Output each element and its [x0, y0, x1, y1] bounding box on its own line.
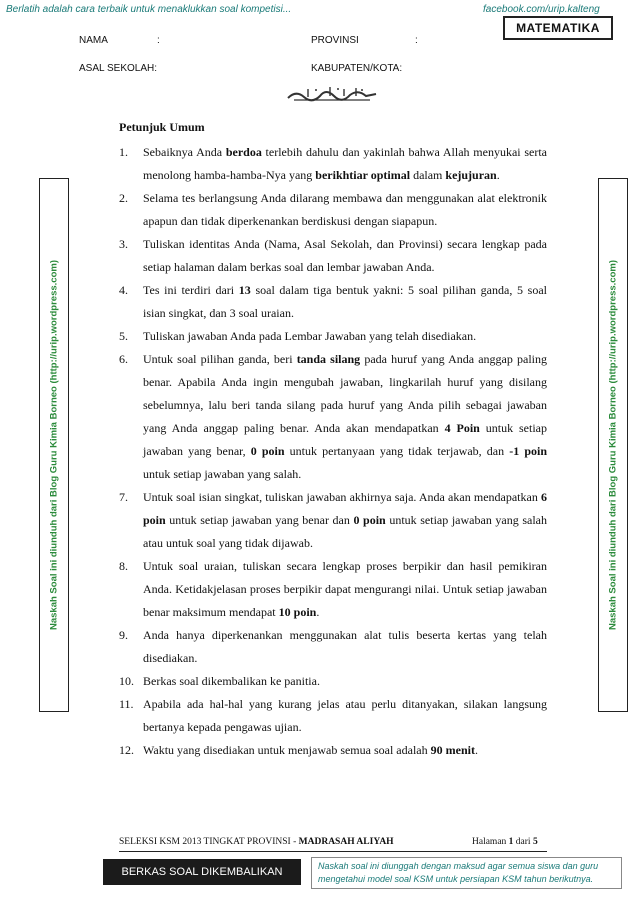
instruction-list — [119, 141, 547, 762]
instruction-text: Untuk soal isian singkat, tuliskan jawaban akhirnya saja. Anda akan mendapatkan 6 poin untuk setiap jawaban yang benar dan 0 poin untuk setiap jawaban yang salah atau untuk soal yang tidak dijawab. — [143, 490, 547, 550]
section-title: Petunjuk Umum — [119, 120, 205, 134]
instruction-text: Untuk soal uraian, tuliskan secara lengkap proses berpikir dan hasil pemikiran Anda. Ketidakjelasan proses berpikir dapat mengurangi nilai. Untuk setiap jawaban benar maksimum mendapat 10 poin. — [143, 559, 547, 619]
instruction-number: 4. — [119, 283, 128, 297]
page-indicator: Halaman 1 dari 5 — [472, 837, 538, 847]
nama-colon: : — [157, 35, 160, 46]
instruction-item — [119, 325, 547, 348]
provinsi-label: PROVINSI — [311, 35, 359, 46]
instruction-number: 5. — [119, 329, 128, 343]
instruction-text: Apabila ada hal-hal yang kurang jelas atau perlu ditanyakan, silakan langsung bertanya kepada pengawas ujian. — [143, 697, 547, 734]
instruction-item — [119, 670, 547, 693]
side-banner-right — [598, 178, 628, 712]
instruction-item — [119, 233, 547, 279]
instruction-number: 12. — [119, 743, 134, 757]
instruction-item — [119, 279, 547, 325]
side-banner-text: Naskah Soal ini diunduh dari Blog Guru Kimia Borneo (http://urip.wordpress.com) — [48, 260, 60, 630]
provinsi-colon: : — [415, 35, 418, 46]
instruction-number: 7. — [119, 490, 128, 504]
instruction-number: 1. — [119, 145, 128, 159]
instruction-item — [119, 693, 547, 739]
instruction-text: Selama tes berlangsung Anda dilarang membawa dan menggunakan alat elektronik apapun dan tidak diperkenankan berdiskusi dengan siapapun. — [143, 191, 547, 228]
asal-sekolah-label: ASAL SEKOLAH: — [79, 63, 157, 74]
exam-footer-title: SELEKSI KSM 2013 TINGKAT PROVINSI - MADRASAH ALIYAH — [119, 837, 394, 847]
instruction-text: Waktu yang disediakan untuk menjawab semua soal adalah 90 menit. — [143, 743, 478, 757]
instruction-number: 9. — [119, 628, 128, 642]
instruction-item — [119, 187, 547, 233]
instruction-item — [119, 486, 547, 555]
side-banner-left — [39, 178, 69, 712]
instruction-number: 6. — [119, 352, 128, 366]
instruction-text: Tes ini terdiri dari 13 soal dalam tiga bentuk yakni: 5 soal pilihan ganda, 5 soal isian singkat, dan 3 soal uraian. — [143, 283, 547, 320]
instruction-number: 10. — [119, 674, 134, 688]
berkas-dikembalikan-label: BERKAS SOAL DIKEMBALIKAN — [103, 859, 301, 885]
instruction-item — [119, 141, 547, 187]
footer-divider — [119, 851, 547, 852]
instruction-text: Tuliskan identitas Anda (Nama, Asal Sekolah, dan Provinsi) secara lengkap pada setiap halaman dalam berkas soal dan lembar jawaban Anda. — [143, 237, 547, 274]
kabupaten-label: KABUPATEN/KOTA: — [311, 63, 403, 74]
instruction-text: Untuk soal pilihan ganda, beri tanda silang pada huruf yang Anda anggap paling benar. Apabila Anda ingin mengubah jawaban, lingkarilah huruf yang disilang sebelumnya, lalu beri tanda silang pada huruf yang Anda pilih sebagai jawaban yang Anda anggap paling benar. Anda akan mendapatkan 4 Poin untuk setiap jawaban yang benar, 0 poin untuk pertanyaan yang tidak terjawab, dan -1 poin untuk setiap jawaban yang salah. — [143, 352, 548, 481]
instruction-item — [119, 348, 547, 486]
instruction-text: Tuliskan jawaban Anda pada Lembar Jawaban yang telah disediakan. — [143, 329, 477, 343]
subject-badge: MATEMATIKA — [503, 16, 613, 40]
facebook-link[interactable]: facebook.com/urip.kalteng — [483, 4, 600, 15]
upload-note: Naskah soal ini diunggah dengan maksud agar semua siswa dan guru mengetahui model soal KSM untuk persiapan KSM tahun berikutnya. — [311, 857, 622, 889]
instruction-item — [119, 624, 547, 670]
instruction-number: 8. — [119, 559, 128, 573]
instructions-section — [119, 114, 547, 762]
instruction-text: Anda hanya diperkenankan menggunakan alat tulis beserta kertas yang telah disediakan. — [143, 628, 547, 665]
top-tagline: Berlatih adalah cara terbaik untuk menaklukkan soal kompetisi... — [6, 4, 292, 15]
instruction-item — [119, 739, 547, 762]
bismillah-calligraphy — [286, 85, 378, 103]
instruction-number: 11. — [119, 697, 134, 711]
instruction-number: 2. — [119, 191, 128, 205]
instruction-text: Sebaiknya Anda berdoa terlebih dahulu dan yakinlah bahwa Allah menyukai serta menolong hamba-hamba-Nya yang berikhtiar optimal dalam kejujuran. — [143, 145, 547, 182]
side-banner-text: Naskah Soal ini diunduh dari Blog Guru Kimia Borneo (http://urip.wordpress.com) — [607, 260, 619, 630]
instruction-item — [119, 555, 547, 624]
instruction-number: 3. — [119, 237, 128, 251]
instruction-text: Berkas soal dikembalikan ke panitia. — [143, 674, 320, 688]
nama-label: NAMA — [79, 35, 108, 46]
